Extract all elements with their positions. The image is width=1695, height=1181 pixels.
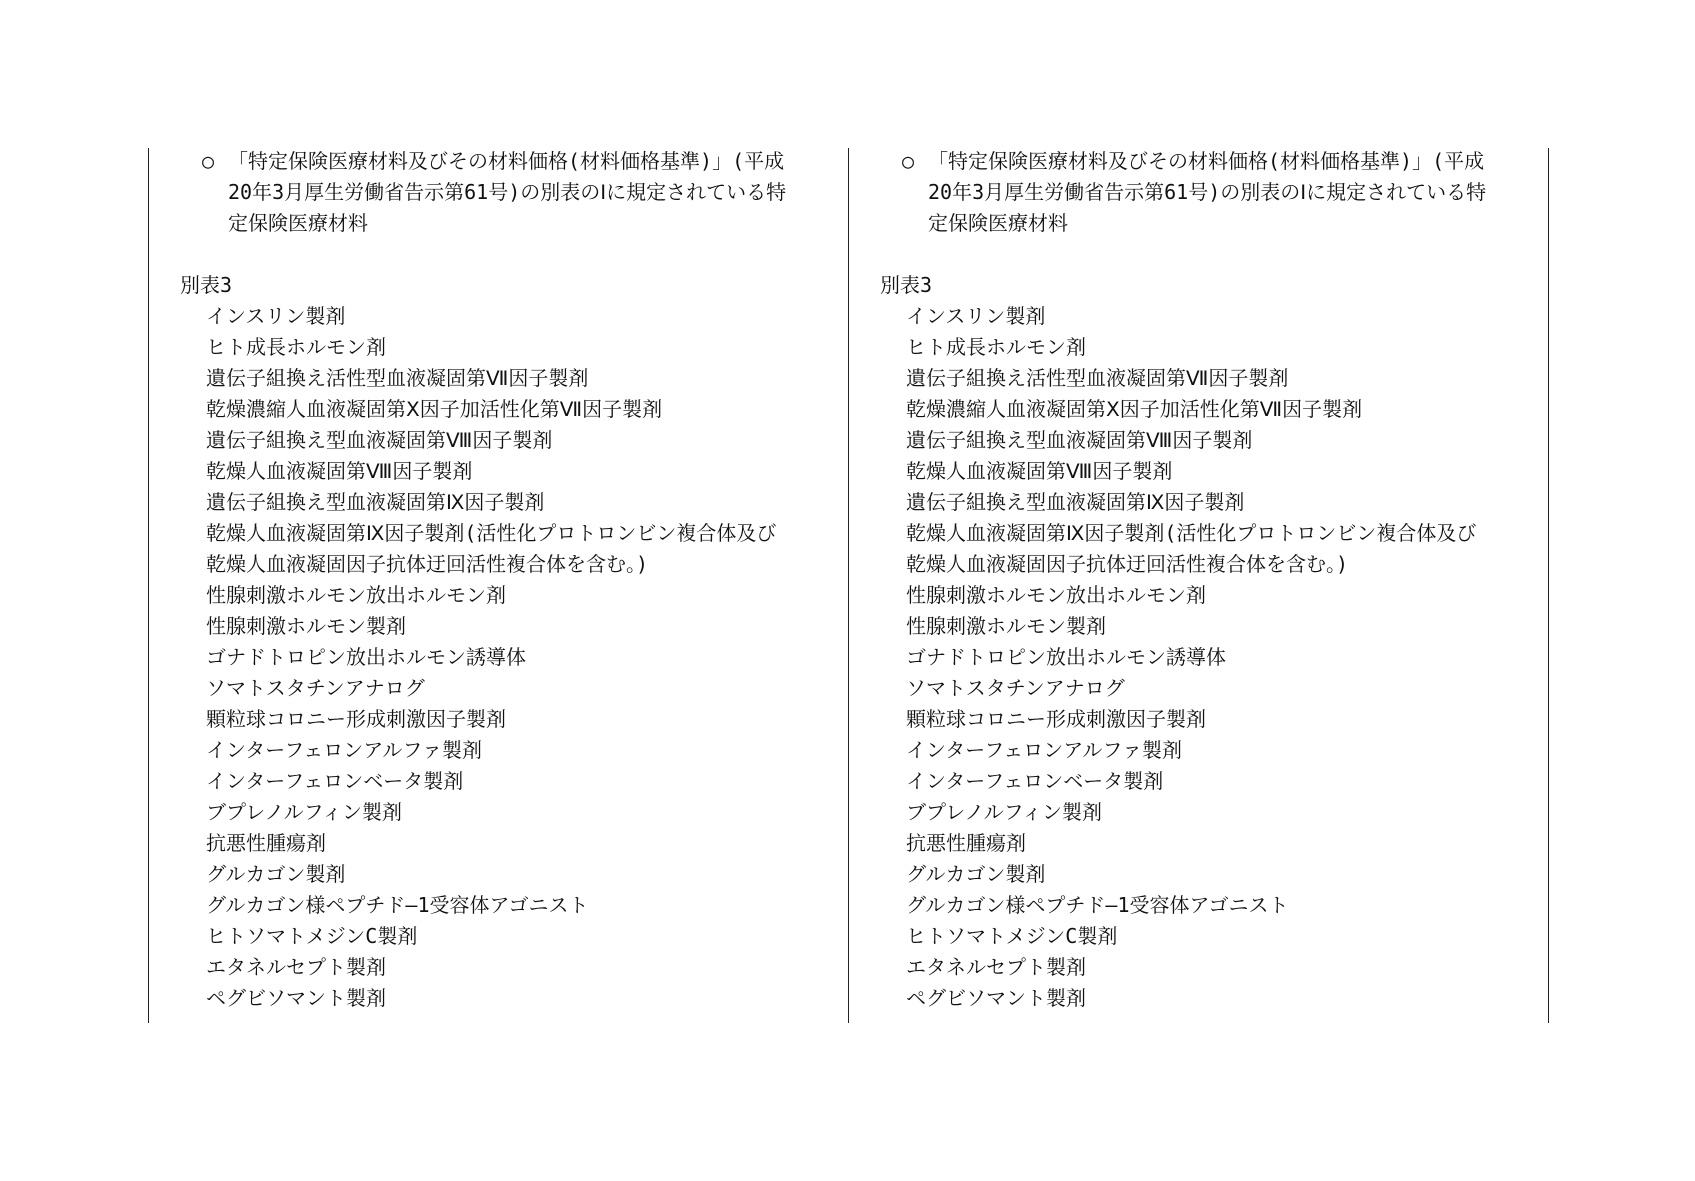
list-item: 性腺刺激ホルモン放出ホルモン剤 <box>906 583 1206 607</box>
intro-paragraph <box>180 146 860 239</box>
column-divider-left <box>148 148 149 1023</box>
list-item: 性腺刺激ホルモン放出ホルモン剤 <box>206 583 506 607</box>
list-item: ブプレノルフィン製剤 <box>206 800 402 824</box>
section-heading: 別表3 <box>180 273 233 297</box>
list-item: ヒトソマトメジンC製剤 <box>906 924 1118 948</box>
list-item: ソマトスタチンアナログ <box>206 676 425 700</box>
list-item: 顆粒球コロニー形成刺激因子製剤 <box>206 707 506 731</box>
intro-text-line-3: 定保険医療材料 <box>228 211 368 235</box>
list-item: ペグビソマント製剤 <box>206 986 386 1010</box>
list-item: ヒト成長ホルモン剤 <box>206 335 386 359</box>
list-item: インスリン製剤 <box>906 304 1046 328</box>
intro-paragraph <box>880 146 1560 239</box>
list-item: ソマトスタチンアナログ <box>906 676 1125 700</box>
list-item: 遺伝子組換え型血液凝固第Ⅸ因子製剤 <box>206 490 545 514</box>
list-item: ブプレノルフィン製剤 <box>906 800 1102 824</box>
list-item: 乾燥濃縮人血液凝固第Ⅹ因子加活性化第Ⅶ因子製剤 <box>906 397 1363 421</box>
item-list <box>180 301 860 1014</box>
list-item: ペグビソマント製剤 <box>906 986 1086 1010</box>
list-item: インターフェロンベータ製剤 <box>206 769 464 793</box>
list-item: ヒト成長ホルモン剤 <box>906 335 1086 359</box>
list-item: 遺伝子組換え活性型血液凝固第Ⅶ因子製剤 <box>906 366 1289 390</box>
list-item: ヒトソマトメジンC製剤 <box>206 924 418 948</box>
list-item: ゴナドトロピン放出ホルモン誘導体 <box>906 645 1226 669</box>
list-item: グルカゴン製剤 <box>906 862 1046 886</box>
intro-line <box>202 146 860 177</box>
list-item: インターフェロンアルファ製剤 <box>906 738 1182 762</box>
list-item: 乾燥人血液凝固第Ⅸ因子製剤(活性化プロトロンビン複合体及び <box>906 521 1477 545</box>
section-heading: 別表3 <box>880 273 933 297</box>
list-item: 乾燥人血液凝固第Ⅷ因子製剤 <box>906 459 1173 483</box>
intro-line <box>902 146 1560 177</box>
bullet-circle-icon: ○ <box>202 149 215 173</box>
list-item: 乾燥人血液凝固因子抗体迂回活性複合体を含む。) <box>906 552 1349 576</box>
list-item: 抗悪性腫瘍剤 <box>206 831 326 855</box>
list-item: エタネルセプト製剤 <box>206 955 386 979</box>
list-item: 乾燥人血液凝固因子抗体迂回活性複合体を含む。) <box>206 552 649 576</box>
list-item: エタネルセプト製剤 <box>906 955 1086 979</box>
intro-text-line-1: 「特定保険医療材料及びその材料価格(材料価格基準)」(平成 <box>928 149 1485 173</box>
list-item: インターフェロンアルファ製剤 <box>206 738 482 762</box>
list-item: 遺伝子組換え型血液凝固第Ⅸ因子製剤 <box>906 490 1245 514</box>
list-item: グルカゴン様ペプチド―1受容体アゴニスト <box>906 893 1289 917</box>
list-item: 乾燥人血液凝固第Ⅷ因子製剤 <box>206 459 473 483</box>
list-item: 抗悪性腫瘍剤 <box>906 831 1026 855</box>
intro-text-line-1: 「特定保険医療材料及びその材料価格(材料価格基準)」(平成 <box>228 149 785 173</box>
bullet-circle-icon: ○ <box>902 149 915 173</box>
right-column <box>880 146 1560 1014</box>
list-item: 乾燥濃縮人血液凝固第Ⅹ因子加活性化第Ⅶ因子製剤 <box>206 397 663 421</box>
list-item: 遺伝子組換え型血液凝固第Ⅷ因子製剤 <box>906 428 1253 452</box>
left-column <box>180 146 860 1014</box>
intro-text-line-3: 定保険医療材料 <box>928 211 1068 235</box>
list-item: 顆粒球コロニー形成刺激因子製剤 <box>906 707 1206 731</box>
list-item: グルカゴン様ペプチド―1受容体アゴニスト <box>206 893 589 917</box>
list-item: 性腺刺激ホルモン製剤 <box>206 614 406 638</box>
list-item: ゴナドトロピン放出ホルモン誘導体 <box>206 645 526 669</box>
list-item: 遺伝子組換え型血液凝固第Ⅷ因子製剤 <box>206 428 553 452</box>
intro-text-line-2: 20年3月厚生労働省告示第61号)の別表のⅠに規定されている特 <box>228 180 787 204</box>
list-item: グルカゴン製剤 <box>206 862 346 886</box>
intro-text-line-2: 20年3月厚生労働省告示第61号)の別表のⅠに規定されている特 <box>928 180 1487 204</box>
list-item: 乾燥人血液凝固第Ⅸ因子製剤(活性化プロトロンビン複合体及び <box>206 521 777 545</box>
item-list <box>880 301 1560 1014</box>
list-item: 遺伝子組換え活性型血液凝固第Ⅶ因子製剤 <box>206 366 589 390</box>
list-item: 性腺刺激ホルモン製剤 <box>906 614 1106 638</box>
list-item: インターフェロンベータ製剤 <box>906 769 1164 793</box>
list-item: インスリン製剤 <box>206 304 346 328</box>
